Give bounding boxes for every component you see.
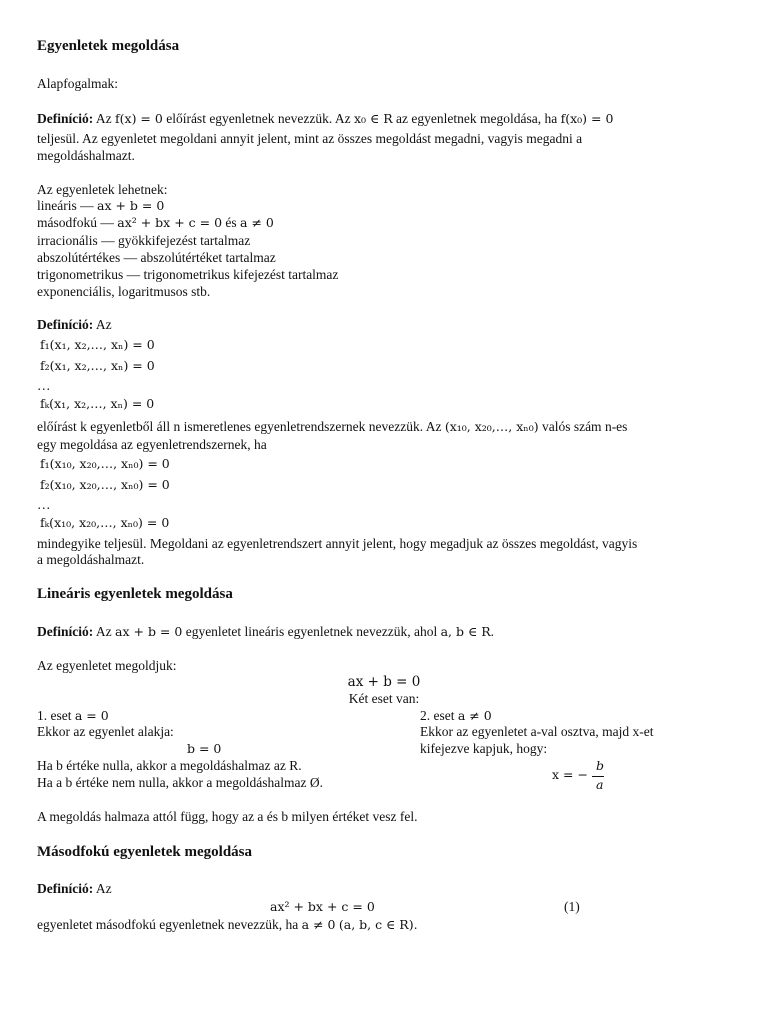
linear-definition [37,623,494,640]
system-eq-k: fₖ(x₁, x₂,…, xₙ) = 0 [40,396,155,411]
fraction-numerator: b [596,758,605,773]
paragraph-line: megoldáshalmazt. [37,148,135,163]
case-1-eq: b = 0 [187,741,222,756]
type-quadratic [37,214,274,231]
definition-1 [37,110,613,127]
math-expr: (x₁₀, x₂₀,…, xₙ₀) [444,419,539,434]
math-expr: ax + b = 0 [97,198,165,213]
case-2 [420,707,492,724]
text: 2. eset [420,708,455,723]
system-eq-2: f₂(x₁, x₂,…, xₙ) = 0 [40,358,155,373]
math-expr: a ≠ 0 [457,708,492,723]
math-expr: a ≠ 0 [301,917,336,932]
conclusion: A megoldás halmaza attól függ, hogy az a és b milyen értéket vesz fel. [37,809,418,824]
paragraph-line: teljesül. Az egyenletet megoldani annyit jelent, mint az összes megoldást megadni, vagyis megadni a [37,131,583,146]
case-2-text-1: Ekkor az egyenletet a-val osztva, majd x-et [420,724,654,739]
basics-heading: Alapfogalmak: [37,76,118,91]
text: Az [95,111,112,126]
section-title: Lineáris egyenletek megoldása [37,586,233,602]
math-expr: (a, b, c ∈ R). [338,917,418,932]
math-expr: ax² + bx + c = 0 [117,215,223,230]
text: 1. eset [37,708,72,723]
text: előírást egyenletnek nevezzük. Az [166,111,351,126]
case-1-result-1: Ha b értéke nulla, akkor a megoldáshalmaz az R. [37,758,302,773]
case-1 [37,707,109,724]
fraction-denominator: a [596,777,604,792]
quadratic-definition [37,880,112,897]
case-2-text-2: kifejezve kapjuk, hogy: [420,741,548,756]
paragraph-line [37,418,627,435]
case-1-result-2: Ha a b értéke nem nulla, akkor a megoldáshalmaz Ø. [37,775,324,790]
math-expr: f(x) = 0 [115,111,163,126]
solution-lhs: x = − [552,767,588,782]
math-expr: ax + b = 0 [115,624,183,639]
case-1-text: Ekkor az egyenlet alakja: [37,724,174,739]
text: az egyenletnek megoldása, ha [396,111,558,126]
math-expr: f(x₀) = 0 [560,111,614,126]
definition-label: Definíció: [37,624,94,639]
solution-eq-k: fₖ(x₁₀, x₂₀,…, xₙ₀) = 0 [40,515,170,530]
solution-eq-1: f₁(x₁₀, x₂₀,…, xₙ₀) = 0 [40,456,170,471]
type-exp: exponenciális, logaritmusos stb. [37,284,211,299]
math-expr: a, b ∈ R [440,624,491,639]
solution-fraction [552,758,612,794]
type-irrational: irracionális — gyökkifejezést tartalmaz [37,233,251,248]
paragraph-line: a megoldáshalmazt. [37,552,145,567]
equation-number: (1) [564,899,580,914]
paragraph-line: egy megoldása az egyenletrendszernek, ha [37,437,267,452]
math-expr: a = 0 [74,708,109,723]
text: másodfokú — [37,215,114,230]
section-title: Másodfokú egyenletek megoldása [37,844,252,860]
types-heading: Az egyenletek lehetnek: [37,182,168,197]
text: egyenletet másodfokú egyenletnek nevezzük, ha [37,917,299,932]
quadratic-text [37,916,418,933]
two-cases: Két eset van: [348,691,420,706]
type-trig: trigonometrikus — trigonometrikus kifejezést tartalmaz [37,267,339,282]
math-expr: x₀ ∈ R [354,111,393,126]
ellipsis: … [37,497,51,512]
definition-label: Definíció: [37,317,94,332]
text: Az [95,624,112,639]
text: . [490,624,494,639]
text: egyenletet lineáris egyenletnek nevezzük, ahol [185,624,438,639]
ellipsis: … [37,378,51,393]
solve-intro: Az egyenletet megoldjuk: [37,658,177,673]
text: és [225,215,237,230]
type-absolute: abszolútértékes — abszolútértéket tartalmaz [37,250,276,265]
text: lineáris — [37,198,94,213]
text: Az [95,317,112,332]
section-title: Egyenletek megoldása [37,38,180,54]
text: Az [95,881,112,896]
definition-2 [37,316,112,333]
paragraph-line: mindegyike teljesül. Megoldani az egyenletrendszert annyit jelent, hogy megadjuk az összes megoldást, vagyis [37,536,638,551]
system-eq-1: f₁(x₁, x₂,…, xₙ) = 0 [40,337,155,352]
type-linear [37,197,164,214]
definition-label: Definíció: [37,881,94,896]
text: valós szám n-es [541,419,628,434]
center-equation: ax + b = 0 [347,674,421,690]
quadratic-equation: ax² + bx + c = 0 [270,899,375,914]
math-expr: a ≠ 0 [240,215,274,230]
text: előírást k egyenletből áll n ismeretlenes egyenletrendszernek nevezzük. Az [37,419,442,434]
definition-label: Definíció: [37,111,94,126]
solution-eq-2: f₂(x₁₀, x₂₀,…, xₙ₀) = 0 [40,477,170,492]
